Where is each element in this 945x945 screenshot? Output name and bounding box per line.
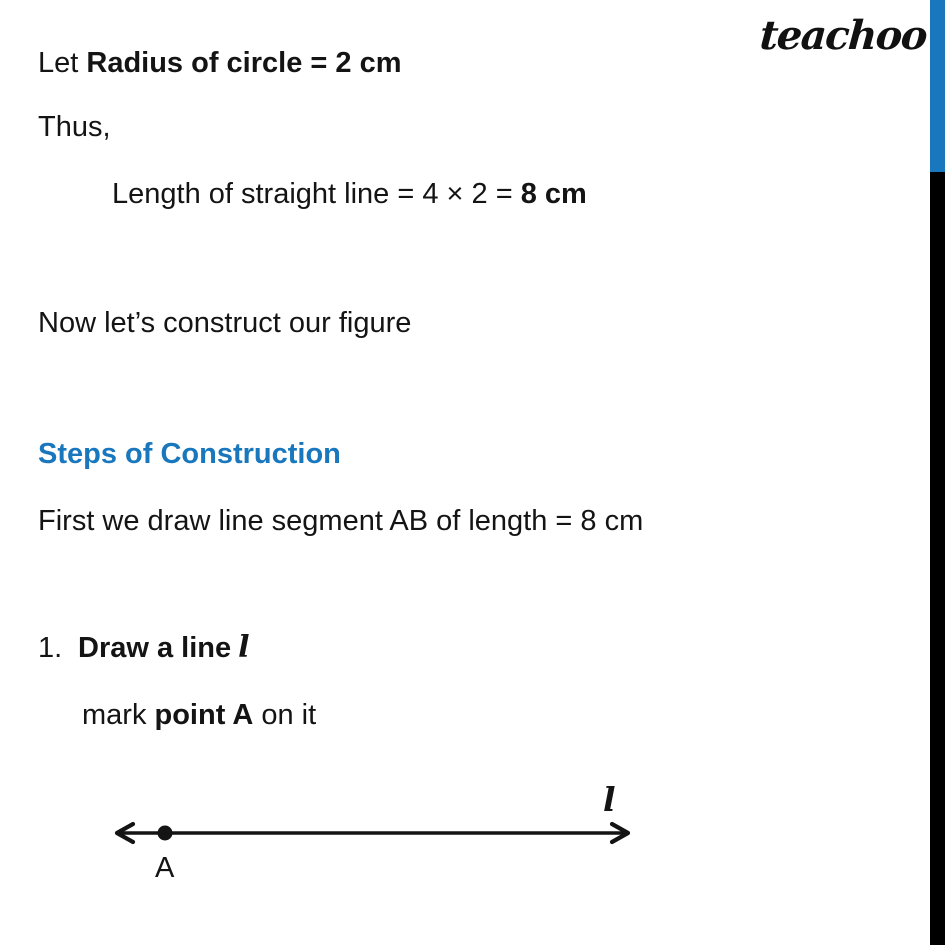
right-bar-black-segment [930,172,945,945]
radius-statement-prefix: Let [38,47,87,79]
point-a-label: A [155,852,175,884]
length-equation-result: 8 cm [520,178,587,210]
first-step-description: First we draw line segment AB of length = 8 cm [38,505,644,537]
step-1-item [38,630,250,666]
step-1-subtext-prefix: mark [82,699,155,731]
construct-figure-text: Now let’s construct our figure [38,307,412,339]
thus-text: Thus, [38,111,111,143]
step-1-subtext [82,697,316,733]
step-1-text: Draw a line [78,632,232,664]
construction-figure [0,760,700,910]
step-1-number: 1. [38,632,63,664]
teachoo-logo: teachoo [758,12,928,59]
step-1-subtext-suffix: on it [253,699,317,731]
step-1-subtext-bold: point A [154,699,254,731]
point-a-dot [158,826,173,841]
steps-of-construction-heading: Steps of Construction [38,438,341,470]
line-l-label: l [603,780,616,819]
length-equation-prefix: Length of straight line = 4 × 2 = [112,178,521,210]
radius-statement [38,45,401,81]
radius-statement-bold: Radius of circle = 2 cm [86,47,402,79]
line-l-symbol: l [238,630,250,665]
length-equation [112,176,587,212]
right-bar-blue-segment [930,0,945,172]
